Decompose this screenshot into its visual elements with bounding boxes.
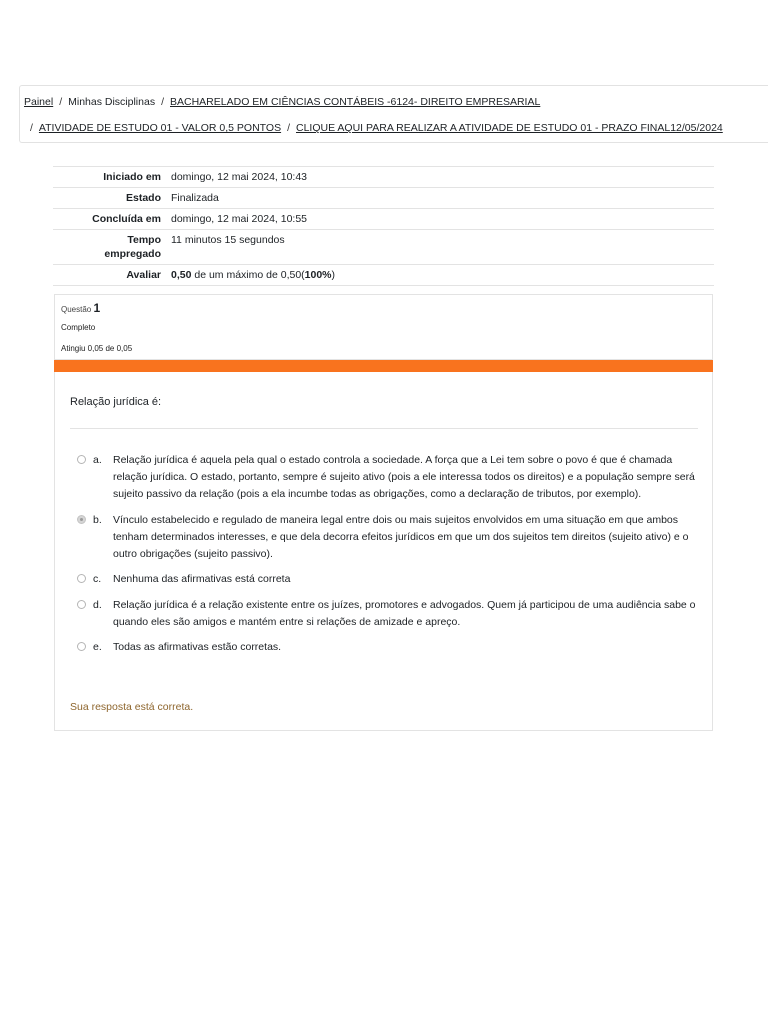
- question-text: Relação jurídica é:: [70, 396, 162, 408]
- summary-label: Avaliar: [126, 269, 161, 281]
- answer-text: Relação jurídica é a relação existente entre os juízes, promotores e advogados. Quem já participou de uma audiência sabe o quando eles são amigos e mantém entre si relações de amizade e apreço.: [113, 599, 696, 628]
- radio-button[interactable]: [77, 642, 86, 651]
- breadcrumb-separator: /: [59, 96, 63, 108]
- summary-value: domingo, 12 mai 2024, 10:43: [171, 171, 308, 183]
- summary-row-started: [53, 166, 714, 187]
- answer-letter: a.: [93, 454, 102, 466]
- breadcrumb-separator: /: [287, 122, 290, 134]
- breadcrumb-item-minhas-disciplinas: Minhas Disciplinas: [68, 96, 156, 108]
- answer-letter: c.: [93, 573, 102, 585]
- summary-row-completed: [53, 208, 714, 229]
- summary-value: Finalizada: [171, 192, 219, 204]
- grade-text-end: ): [331, 269, 336, 281]
- question-label: Questão: [61, 305, 92, 314]
- summary-row-grade: [53, 264, 714, 286]
- radio-button[interactable]: [77, 600, 86, 609]
- summary-row-state: [53, 187, 714, 208]
- breadcrumb-link-painel[interactable]: Painel: [24, 96, 54, 108]
- answer-text: Vínculo estabelecido e regulado de maneira legal entre dois ou mais sujeitos envolvidos em uma situação em que ambos tenham determinados interesses, e que dela decorra efeitos jurídicos em que um dos sujeitos tem direitos (sujeito ativo) e o outro obrigações (sujeito passivo).: [113, 514, 689, 560]
- answer-letter: e.: [93, 641, 102, 653]
- summary-value: [161, 265, 335, 285]
- breadcrumb-link-quiz[interactable]: CLIQUE AQUI PARA REALIZAR A ATIVIDADE DE ESTUDO 01 - PRAZO FINAL12/05/2024: [296, 122, 723, 134]
- answer-text: Relação jurídica é aquela pela qual o estado controla a sociedade. A força que a Lei tem sobre o povo é que é chamada relação jurídica. O estado, portanto, sempre é sujeito ativo (pois a ele interessa todos os direitos) e a população sempre será sujeito passivo da relação (pois a ela incumbe todas as obrigações, como a declaração de tributos, por exemplo).: [113, 454, 695, 500]
- breadcrumb-separator: /: [161, 96, 164, 108]
- radio-button-selected[interactable]: [77, 515, 86, 524]
- breadcrumb: [19, 85, 768, 143]
- divider: [70, 428, 698, 429]
- summary-label: Concluída em: [92, 213, 161, 225]
- answer-text: Todas as afirmativas estão corretas.: [113, 641, 282, 653]
- summary-label: [53, 230, 161, 264]
- radio-button[interactable]: [77, 574, 86, 583]
- question-content: [54, 372, 713, 731]
- answer-letter: d.: [93, 599, 102, 611]
- summary-label: Estado: [125, 192, 161, 204]
- grade-percent: 100%: [304, 269, 332, 281]
- summary-label-line: empregado: [104, 248, 161, 260]
- summary-row-time: [53, 229, 714, 264]
- question-number-value: 1: [93, 301, 101, 315]
- question-accent-bar: [54, 360, 713, 372]
- grade-text: de um máximo de 0,50(: [191, 269, 305, 281]
- question-number: [61, 301, 100, 315]
- radio-button[interactable]: [77, 455, 86, 464]
- summary-label: Iniciado em: [103, 171, 161, 183]
- answer-text: Nenhuma das afirmativas está correta: [113, 573, 291, 585]
- question-grade: Atingiu 0,05 de 0,05: [61, 344, 133, 353]
- summary-label-line: Tempo: [127, 234, 161, 246]
- feedback-message: Sua resposta está correta.: [70, 701, 194, 713]
- breadcrumb-link-course[interactable]: BACHARELADO EM CIÊNCIAS CONTÁBEIS -6124- DIREITO EMPRESARIAL: [170, 96, 541, 108]
- question-info-panel: [54, 294, 713, 360]
- breadcrumb-link-activity[interactable]: ATIVIDADE DE ESTUDO 01 - VALOR 0,5 PONTOS: [38, 122, 282, 134]
- summary-value: domingo, 12 mai 2024, 10:55: [171, 213, 308, 225]
- grade-score: 0,50: [171, 269, 192, 281]
- answer-letter: b.: [93, 514, 102, 526]
- breadcrumb-separator: /: [30, 122, 33, 134]
- summary-value: 11 minutos 15 segundos: [171, 234, 285, 246]
- question-state: Completo: [61, 323, 96, 332]
- attempt-summary-table: [53, 166, 714, 286]
